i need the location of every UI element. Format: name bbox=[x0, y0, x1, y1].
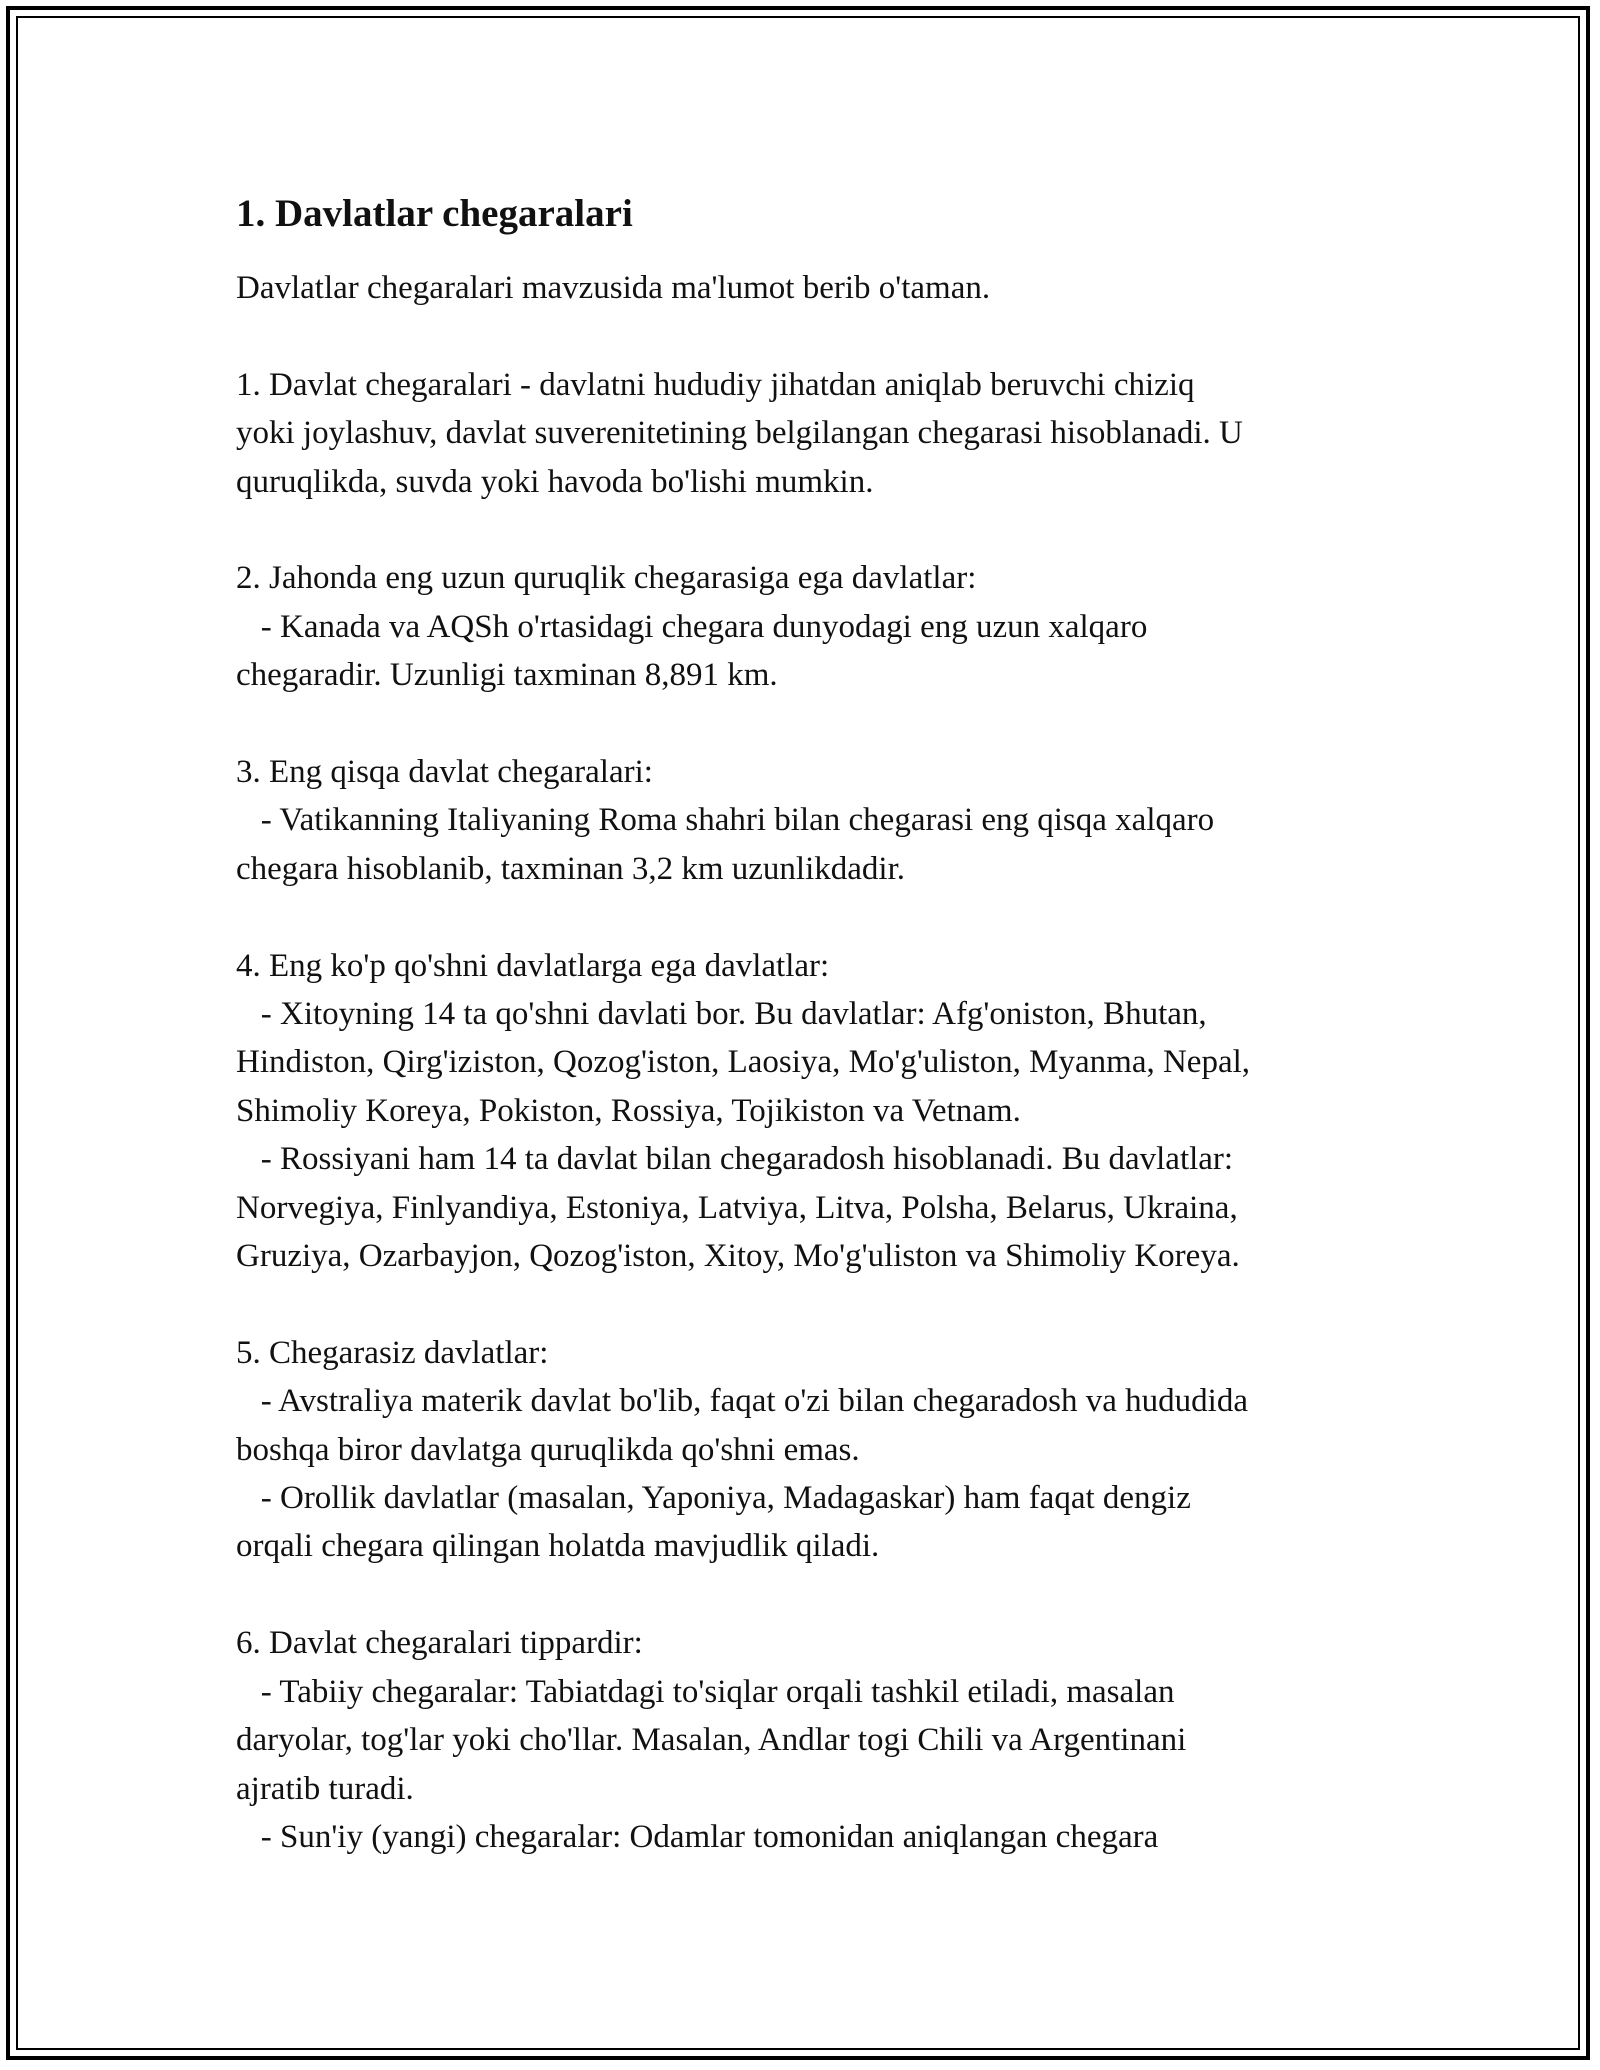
text-line: - Vatikanning Italiyaning Roma shahri bilan chegarasi eng qisqa xalqaro bbox=[236, 802, 1215, 839]
blank-line bbox=[236, 700, 1396, 748]
text-line: 4. Eng ko'p qo'shni davlatlarga ega davlatlar: bbox=[236, 947, 830, 984]
text-line: Shimoliy Koreya, Pokiston, Rossiya, Tojikiston va Vetnam. bbox=[236, 1092, 1021, 1129]
blank-line bbox=[236, 1571, 1396, 1619]
blank-line bbox=[236, 506, 1396, 554]
text-line: quruqlikda, suvda yoki havoda bo'lishi mumkin. bbox=[236, 463, 874, 500]
text-line: orqali chegara qilingan holatda mavjudlik qiladi. bbox=[236, 1528, 880, 1565]
text-line: chegaradir. Uzunligi taxminan 8,891 km. bbox=[236, 657, 778, 694]
blank-line bbox=[236, 1280, 1396, 1328]
text-line: 5. Chegarasiz davlatlar: bbox=[236, 1334, 549, 1371]
text-line: - Sun'iy (yangi) chegaralar: Odamlar tomonidan aniqlangan chegara bbox=[236, 1818, 1159, 1855]
text-line: Hindiston, Qirg'iziston, Qozog'iston, Laosiya, Mo'g'uliston, Myanma, Nepal, bbox=[236, 1044, 1251, 1081]
document-title: 1. Davlatlar chegaralari bbox=[236, 192, 633, 235]
text-line: ajratib turadi. bbox=[236, 1770, 414, 1807]
text-line: - Avstraliya materik davlat bo'lib, faqat o'zi bilan chegaradosh va hududida bbox=[236, 1383, 1248, 1420]
text-line: boshqa biror davlatga quruqlikda qo'shni emas. bbox=[236, 1431, 860, 1468]
text-line: yoki joylashuv, davlat suverenitetining belgilangan chegarasi hisoblanadi. U bbox=[236, 415, 1243, 452]
text-line: 2. Jahonda eng uzun quruqlik chegarasiga ega davlatlar: bbox=[236, 560, 977, 597]
text-line: 3. Eng qisqa davlat chegaralari: bbox=[236, 754, 653, 791]
text-line: - Kanada va AQSh o'rtasidagi chegara dunyodagi eng uzun xalqaro bbox=[236, 608, 1148, 645]
text-line: - Tabiiy chegaralar: Tabiatdagi to'siqlar orqali tashkil etiladi, masalan bbox=[236, 1673, 1175, 1710]
text-line: Gruziya, Ozarbayjon, Qozog'iston, Xitoy, Mo'g'uliston va Shimoliy Koreya. bbox=[236, 1238, 1240, 1275]
blank-line bbox=[236, 893, 1396, 941]
document-body bbox=[236, 186, 1396, 1861]
blank-line bbox=[236, 312, 1396, 360]
text-line: 6. Davlat chegaralari tippardir: bbox=[236, 1625, 643, 1662]
text-line: 1. Davlat chegaralari - davlatni hududiy jihatdan aniqlab beruvchi chiziq bbox=[236, 366, 1195, 403]
text-line: - Xitoyning 14 ta qo'shni davlati bor. Bu davlatlar: Afg'oniston, Bhutan, bbox=[236, 996, 1207, 1033]
text-line: - Orollik davlatlar (masalan, Yaponiya, Madagaskar) ham faqat dengiz bbox=[236, 1480, 1191, 1517]
text-line: chegara hisoblanib, taxminan 3,2 km uzunlikdadir. bbox=[236, 850, 906, 887]
text-line: daryolar, tog'lar yoki cho'llar. Masalan, Andlar togi Chili va Argentinani bbox=[236, 1722, 1187, 1759]
text-line: Norvegiya, Finlyandiya, Estoniya, Latviya, Litva, Polsha, Belarus, Ukraina, bbox=[236, 1189, 1238, 1226]
text-line: - Rossiyani ham 14 ta davlat bilan chegaradosh hisoblanadi. Bu davlatlar: bbox=[236, 1141, 1234, 1178]
text-line: Davlatlar chegaralari mavzusida ma'lumot berib o'taman. bbox=[236, 270, 991, 306]
